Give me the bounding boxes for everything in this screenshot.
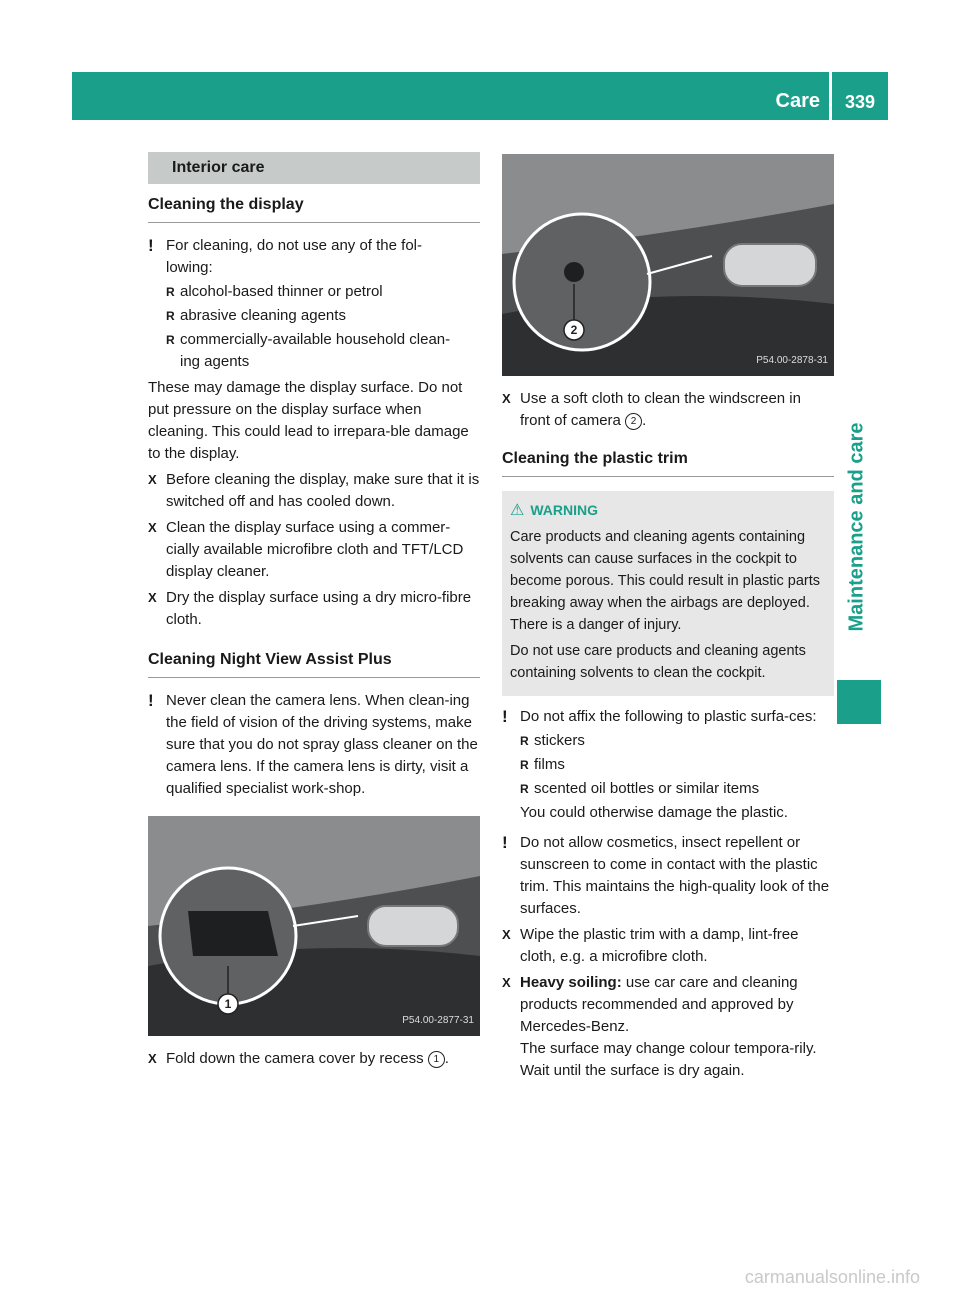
caution-icon: ! [148,236,154,255]
step-arrow-icon: X [148,590,157,605]
warning-triangle-icon: ⚠ [510,502,525,519]
camera-cover-illustration [148,816,480,1036]
step: X Wipe the plastic trim with a damp, lint-free cloth, e.g. a microfibre cloth. [502,926,799,965]
section-title: Care [775,90,820,112]
left-column [148,152,480,1074]
note-intro: For cleaning, do not use any of the fol- lowing: [166,237,422,276]
warning-box [502,491,834,696]
step: X Before cleaning the display, make sure that it is switched off and has cooled down. [148,471,480,510]
camera-cover-figure [148,816,480,1036]
caution-note: ! Do not allow cosmetics, insect repellent or sunscreen to come in contact with the plastic trim. This maintains the high-quality look of the surfaces. [502,833,830,917]
step: X Heavy soiling: use car care and cleaning products recommended and approved by Mercedes-Benz. The surface may change colour tempora-rily. Wait until the surface is dry again. [502,974,817,1079]
header-bar [72,72,888,120]
topic-title: Interior care [148,152,480,184]
figure-callout: 2 [570,323,578,337]
caution-icon: ! [502,707,508,726]
windscreen-illustration [502,154,834,376]
figure-code: P54.00-2877-31 [402,1015,474,1026]
side-tab-marker [837,680,881,724]
heading-night-view: Cleaning Night View Assist Plus [148,649,480,678]
bullet-icon: R [520,782,529,796]
list-item: R alcohol-based thinner or petrol [166,281,480,303]
note-outro: These may damage the display surface. Do not put pressure on the display surface when cleaning. This could lead to irrepara-ble damage to the display. [148,379,469,462]
caution-icon: ! [502,833,508,852]
list-item: R abrasive cleaning agents [166,305,480,327]
bullet-icon: R [166,309,175,323]
warning-title: WARNING [530,502,599,518]
step-arrow-icon: X [502,927,511,942]
bullet-icon: R [166,333,175,347]
bullet-icon: R [520,758,529,772]
step-arrow-icon: X [502,391,511,406]
watermark: carmanualsonline.info [744,1267,920,1287]
bullet-icon: R [520,734,529,748]
list-item: R films [520,754,834,776]
page-number: 339 [844,92,876,112]
windscreen-figure [502,154,834,376]
step: X Clean the display surface using a commer-cially available microfibre cloth and TFT/LCD display cleaner. [148,519,464,580]
caution-note [148,235,480,373]
step-arrow-icon: X [148,472,157,487]
reference-number: 1 [428,1051,445,1068]
bullet-list [520,730,834,800]
list-item: R stickers [520,730,834,752]
heading-plastic-trim: Cleaning the plastic trim [502,448,834,477]
reference-number: 2 [625,413,642,430]
caution-note: ! Do not affix the following to plastic surfa-ces: R stickers R films R scented oil bottles or similar items You could otherwise damage the plastic. [502,706,834,824]
figure-code: P54.00-2878-31 [756,355,828,366]
warning-text: Care products and cleaning agents containing solvents can cause surfaces in the cockpit to become porous. This could result in plastic parts breaking away when the airbags are deployed. There is a danger of injury. [510,529,821,633]
caution-note: ! Never clean the camera lens. When clean-ing the field of vision of the driving systems, make sure that you do not spray glass cleaner on the camera lens. If the camera lens is dirty, visit a qualified specialist work-shop. [148,691,478,797]
step: X Use a soft cloth to clean the windscreen in front of camera 2 . [502,390,801,429]
heading-cleaning-display: Cleaning the display [148,194,480,223]
bullet-list [166,281,480,373]
list-item: R scented oil bottles or similar items [520,778,834,800]
step-arrow-icon: X [502,975,511,990]
figure-callout: 1 [224,997,232,1011]
side-tab-label: Maintenance and care [845,422,868,632]
step-arrow-icon: X [148,520,157,535]
step-emphasis: Heavy soiling: [520,974,622,991]
step: X Fold down the camera cover by recess 1 . [148,1048,480,1070]
right-column [502,152,834,1086]
bullet-icon: R [166,285,175,299]
step: X Dry the display surface using a dry micro-fibre cloth. [148,589,472,628]
side-tab[interactable] [834,392,880,662]
list-item: R commercially-available household clean- ing agents [166,331,451,370]
caution-icon: ! [148,691,154,710]
step-arrow-icon: X [148,1051,157,1066]
warning-text: Do not use care products and cleaning agents containing solvents to clean the cockpit. [510,643,806,681]
